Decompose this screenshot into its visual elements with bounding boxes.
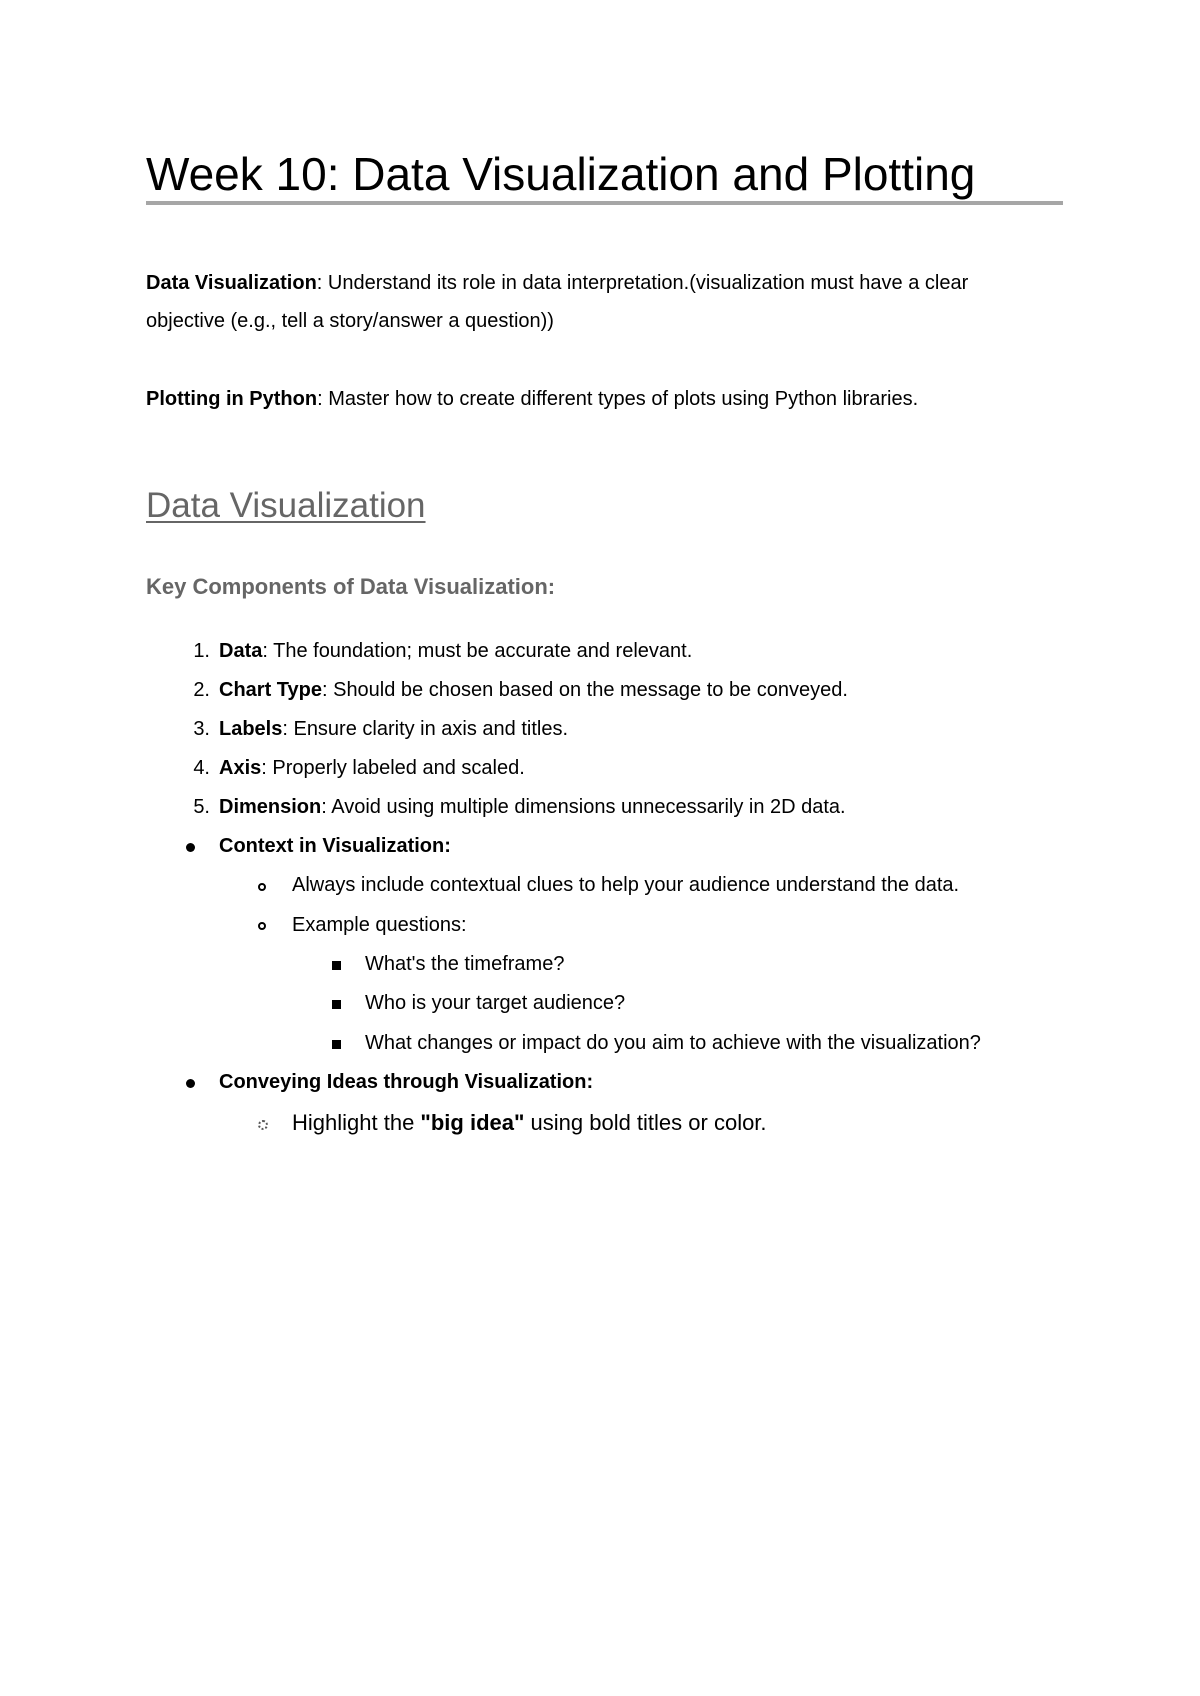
item-suffix: using bold titles or color.: [524, 1110, 767, 1135]
item-prefix: Highlight the: [292, 1110, 421, 1135]
title-underline-rule: [146, 201, 1063, 205]
sub-sub-bullet-item: What changes or impact do you aim to achieve with the visualization?: [365, 1032, 981, 1054]
hollow-bullet-icon: [258, 883, 266, 891]
list-number: 3.: [193, 718, 210, 740]
numbered-item: [219, 792, 846, 822]
bullet-label: Conveying Ideas through Visualization:: [219, 1071, 594, 1093]
list-number: 4.: [193, 757, 210, 779]
sub-sub-bullet-item: What's the timeframe?: [365, 953, 565, 975]
bullet-label: Context in Visualization:: [219, 835, 451, 857]
square-bullet-icon: [332, 1000, 341, 1009]
document-title: Week 10: Data Visualization and Plotting: [146, 148, 976, 200]
intro-paragraph-plotting-in-python: [146, 380, 1046, 418]
list-number: 2.: [193, 679, 210, 701]
sub-bullet-item: Example questions:: [292, 914, 467, 936]
numbered-item: [219, 714, 568, 744]
numbered-item: [219, 753, 525, 783]
item-text: : Should be chosen based on the message to be conveyed.: [321, 679, 848, 701]
list-number: 5.: [193, 796, 210, 818]
numbered-item: [219, 636, 692, 666]
filled-bullet-icon: [186, 1079, 195, 1088]
intro-text: : Master how to create different types of plots using Python libraries.: [317, 388, 919, 410]
item-text: : Ensure clarity in axis and titles.: [282, 718, 569, 740]
item-bold: "big idea": [420, 1110, 525, 1135]
item-text: : Properly labeled and scaled.: [261, 757, 525, 779]
item-label: Dimension: [219, 796, 322, 818]
numbered-item: [219, 675, 848, 705]
item-text: : The foundation; must be accurate and relevant.: [262, 640, 693, 662]
intro-label: Data Visualization: [146, 272, 317, 294]
list-number: 1.: [193, 640, 210, 662]
intro-paragraph-data-visualization: [146, 264, 1046, 340]
dotted-bullet-icon: [258, 1120, 268, 1130]
hollow-bullet-icon: [258, 922, 266, 930]
subheading: Key Components of Data Visualization:: [146, 574, 556, 599]
square-bullet-icon: [332, 1040, 341, 1049]
filled-bullet-icon: [186, 843, 195, 852]
item-label: Data: [219, 640, 263, 662]
item-label: Chart Type: [219, 679, 322, 701]
sub-sub-bullet-item: Who is your target audience?: [365, 992, 626, 1014]
item-text: : Avoid using multiple dimensions unnecessarily in 2D data.: [321, 796, 846, 818]
item-label: Labels: [219, 718, 283, 740]
sub-bullet-item: Always include contextual clues to help your audience understand the data.: [292, 874, 960, 896]
sub-bullet-item: [292, 1108, 767, 1138]
intro-label: Plotting in Python: [146, 388, 318, 410]
bullet-item-context: [219, 831, 451, 861]
intro-text: : Understand its role in data interpretation.(visualization must have a clear objective (e.g., tell a story/answer a question)): [146, 272, 969, 332]
section-heading: Data Visualization: [146, 486, 426, 525]
item-label: Axis: [219, 757, 262, 779]
square-bullet-icon: [332, 961, 341, 970]
bullet-item-conveying-ideas: [219, 1067, 593, 1097]
